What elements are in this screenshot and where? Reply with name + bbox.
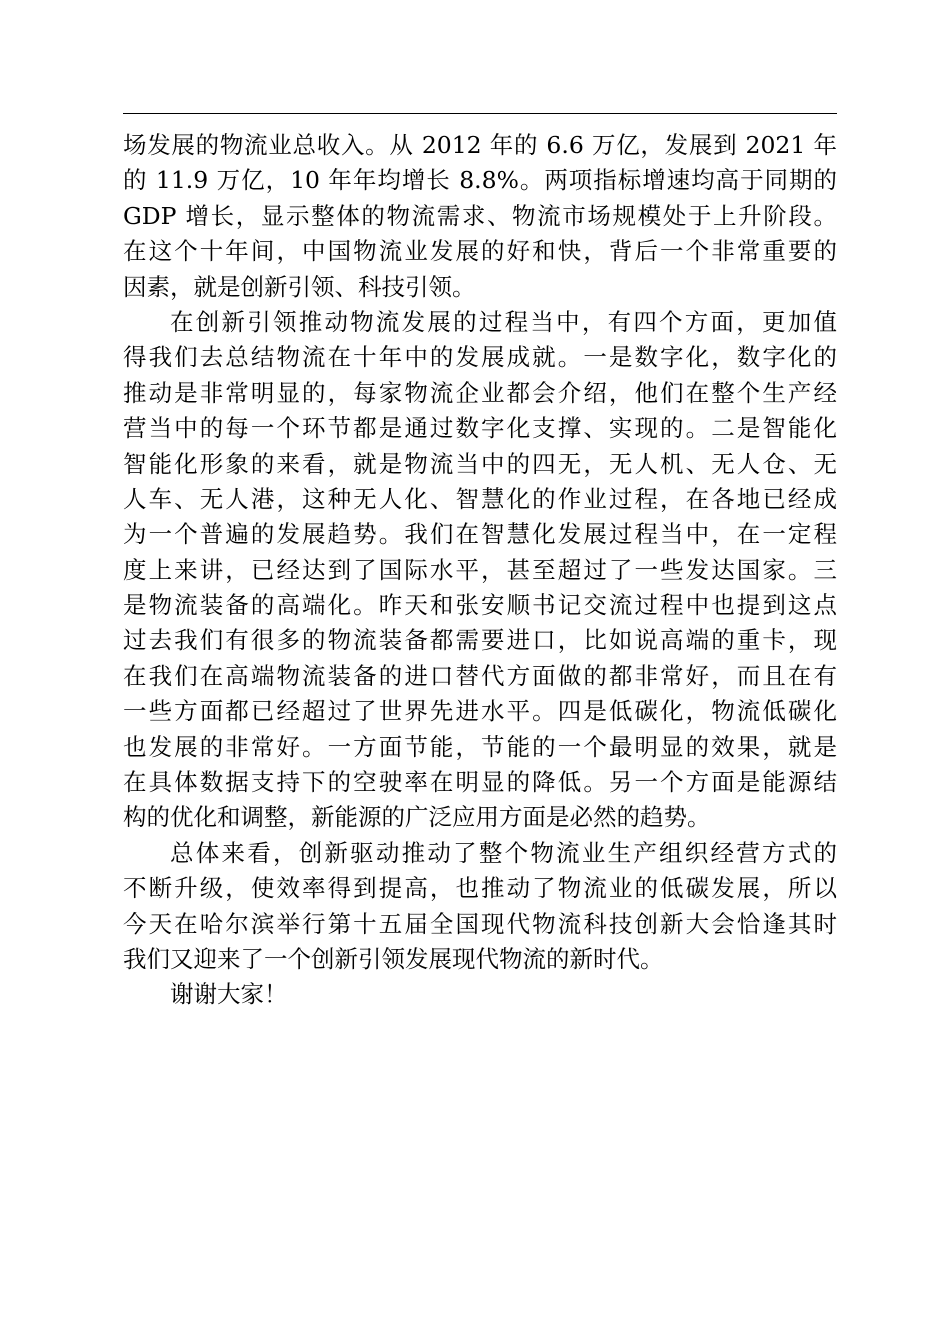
paragraph [123,128,837,305]
text-line: GDP 增长，显示整体的物流需求、物流市场规模处于上升阶段。 [123,201,837,230]
text-line: 不断升级，使效率得到提高，也推动了物流业的低碳发展，所以 [123,874,837,903]
text-line: 在创新引领推动物流发展的过程当中，有四个方面，更加值 [170,307,837,336]
text-line: 营当中的每一个环节都是通过数字化支撑、实现的。二是智能化 [123,414,837,443]
text-line: 智能化形象的来看，就是物流当中的四无，无人机、无人仓、无 [123,449,837,478]
text-line: 在我们在高端物流装备的进口替代方面做的都非常好，而且在有 [123,661,837,690]
text-line: 场发展的物流业总收入。从 2012 年的 6.6 万亿，发展到 2021 年 [123,131,837,159]
text-line: 的 11.9 万亿，10 年年均增长 8.8%。两项指标增速均高于同期的 [123,166,837,195]
text-line: 一些方面都已经超过了世界先进水平。四是低碳化，物流低碳化 [123,697,837,726]
text-line: 推动是非常明显的，每家物流企业都会介绍，他们在整个生产经 [123,378,837,407]
text-line: 过去我们有很多的物流装备都需要进口，比如说高端的重卡，现 [123,626,837,655]
paragraph [123,977,837,1012]
text-line: 得我们去总结物流在十年中的发展成就。一是数字化，数字化的 [123,343,837,372]
text-line: 是物流装备的高端化。昨天和张安顺书记交流过程中也提到这点 [123,591,837,620]
text-line: 在具体数据支持下的空驶率在明显的降低。另一个方面是能源结 [123,768,837,797]
text-line: 今天在哈尔滨举行第十五届全国现代物流科技创新大会恰逢其时 [123,909,837,938]
text-line: 总体来看，创新驱动推动了整个物流业生产组织经营方式的 [170,838,837,867]
text-line: 度上来讲，已经达到了国际水平，甚至超过了一些发达国家。三 [123,555,837,584]
text-line: 为一个普遍的发展趋势。我们在智慧化发展过程当中，在一定程 [123,520,837,549]
header-rule [123,113,837,114]
text-line: 因素，就是创新引领、科技引领。 [123,272,476,301]
text-line: 在这个十年间，中国物流业发展的好和快，背后一个非常重要的 [123,237,837,266]
paragraph [123,305,837,836]
text-line: 人车、无人港，这种无人化、智慧化的作业过程，在各地已经成 [123,484,837,513]
text-line: 我们又迎来了一个创新引领发展现代物流的新时代。 [123,944,664,973]
text-line: 构的优化和调整，新能源的广泛应用方面是必然的趋势。 [123,803,711,832]
body-text [123,128,837,1013]
text-line: 也发展的非常好。一方面节能，节能的一个最明显的效果，就是 [123,732,837,761]
text-line: 谢谢大家！ [170,980,288,1009]
paragraph [123,836,837,978]
